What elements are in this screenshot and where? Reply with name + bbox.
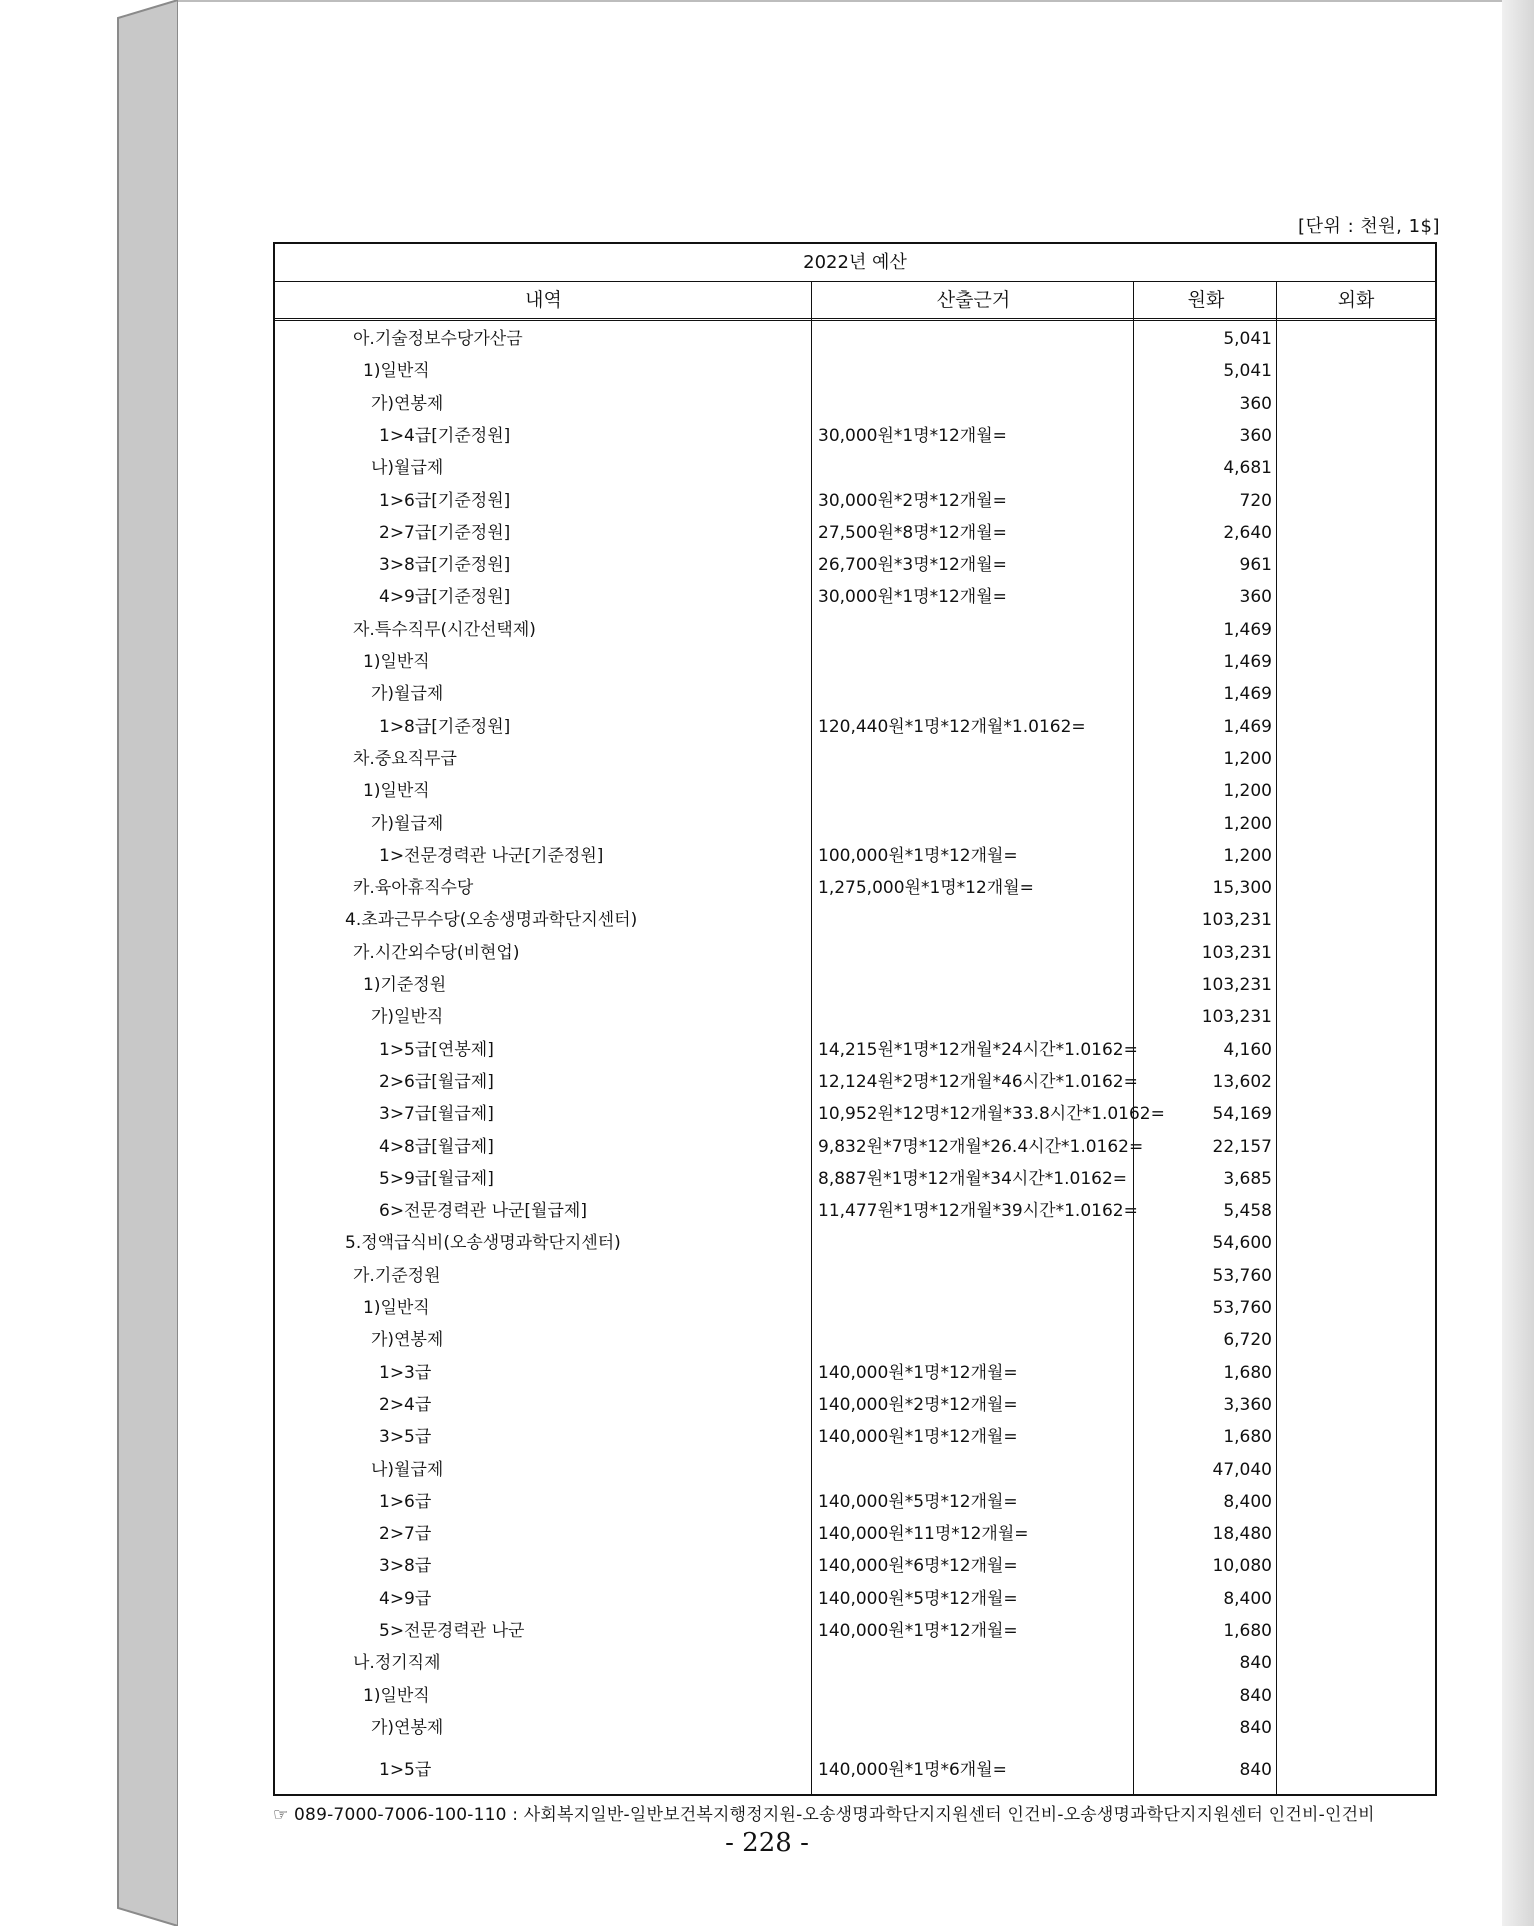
row-krw: 360 bbox=[1239, 425, 1272, 446]
table-row bbox=[275, 1647, 1435, 1679]
row-item: 1)일반직 bbox=[363, 1298, 430, 1318]
table-row bbox=[275, 549, 1435, 581]
row-basis: 120,440원*1명*12개월*1.0162= bbox=[818, 716, 1086, 737]
table-row bbox=[275, 1001, 1435, 1033]
row-krw: 1,200 bbox=[1223, 813, 1272, 834]
row-item: 1>5급 bbox=[379, 1760, 432, 1781]
row-item: 5>전문경력관 나군 bbox=[379, 1621, 525, 1641]
header-basis: 산출근거 bbox=[936, 289, 1011, 311]
row-item: 나.정기직제 bbox=[353, 1653, 441, 1674]
row-item: 3>8급 bbox=[379, 1556, 432, 1577]
row-krw: 961 bbox=[1239, 555, 1272, 576]
row-krw: 1,469 bbox=[1223, 652, 1272, 672]
row-krw: 840 bbox=[1239, 1653, 1272, 1674]
row-item: 자.특수직무(시간선택제) bbox=[353, 619, 536, 640]
row-item: 가.시간외수당(비현업) bbox=[353, 942, 520, 963]
row-krw: 1,680 bbox=[1223, 1362, 1272, 1383]
row-krw: 54,169 bbox=[1212, 1104, 1272, 1125]
table-row bbox=[275, 1421, 1435, 1453]
table-row bbox=[275, 808, 1435, 840]
table-row bbox=[275, 1712, 1435, 1744]
table-row bbox=[275, 775, 1435, 807]
header-krw: 원화 bbox=[1187, 289, 1225, 311]
row-krw: 103,231 bbox=[1201, 942, 1272, 963]
row-basis: 140,000원*1명*6개월= bbox=[818, 1760, 1007, 1781]
table-row bbox=[275, 1680, 1435, 1712]
row-item: 1)일반직 bbox=[363, 361, 430, 382]
table-row bbox=[275, 1066, 1435, 1098]
row-krw: 360 bbox=[1239, 393, 1272, 414]
row-item: 가)연봉제 bbox=[371, 1717, 444, 1738]
row-item: 2>4급 bbox=[379, 1394, 432, 1415]
row-basis: 11,477원*1명*12개월*39시간*1.0162= bbox=[818, 1201, 1138, 1222]
page-number: - 228 - bbox=[725, 1828, 809, 1858]
table-row bbox=[275, 614, 1435, 646]
row-basis: 100,000원*1명*12개월= bbox=[818, 845, 1018, 866]
row-item: 4>9급[기준정원] bbox=[379, 587, 511, 608]
table-row bbox=[275, 1754, 1435, 1786]
table-row bbox=[275, 452, 1435, 484]
row-item: 1)일반직 bbox=[363, 781, 430, 802]
row-krw: 103,231 bbox=[1201, 1007, 1272, 1028]
row-item: 가)일반직 bbox=[371, 1007, 444, 1028]
table-row bbox=[275, 743, 1435, 775]
account-path: ☞ 089-7000-7006-100-110 : 사회복지일반-일반보건복지행정지원-오송생명과학단지지원센터 인건비-오송생명과학단지지원센터 인건비-인건비 bbox=[273, 1805, 1375, 1825]
page-shadow bbox=[1502, 0, 1534, 1926]
row-krw: 8,400 bbox=[1223, 1588, 1272, 1609]
row-item: 1>5급[연봉제] bbox=[379, 1039, 494, 1060]
row-item: 가.기준정원 bbox=[353, 1265, 441, 1286]
row-item: 4>8급[월급제] bbox=[379, 1136, 494, 1157]
table-row bbox=[275, 1518, 1435, 1550]
table-row bbox=[275, 355, 1435, 387]
row-basis: 9,832원*7명*12개월*26.4시간*1.0162= bbox=[818, 1136, 1144, 1157]
row-item: 5>9급[월급제] bbox=[379, 1168, 494, 1189]
row-item: 4.초과근무수당(오송생명과학단지센터) bbox=[345, 910, 638, 931]
row-krw: 15,300 bbox=[1212, 878, 1272, 899]
row-item: 1>6급 bbox=[379, 1491, 432, 1512]
row-item: 차.중요직무급 bbox=[353, 748, 457, 769]
row-krw: 103,231 bbox=[1201, 910, 1272, 931]
row-basis: 140,000원*6명*12개월= bbox=[818, 1556, 1018, 1577]
table-row bbox=[275, 388, 1435, 420]
row-item: 가)연봉제 bbox=[371, 393, 444, 414]
table-row bbox=[275, 1292, 1435, 1324]
table-row bbox=[275, 1550, 1435, 1582]
row-basis: 140,000원*1명*12개월= bbox=[818, 1362, 1018, 1383]
row-krw: 720 bbox=[1239, 490, 1272, 511]
row-krw: 5,041 bbox=[1223, 361, 1272, 382]
row-krw: 47,040 bbox=[1212, 1459, 1272, 1480]
book-spine bbox=[0, 0, 180, 1926]
table-row bbox=[275, 1034, 1435, 1066]
row-item: 1)기준정원 bbox=[363, 975, 447, 995]
row-item: 2>7급 bbox=[379, 1524, 432, 1545]
row-basis: 1,275,000원*1명*12개월= bbox=[818, 878, 1034, 899]
table-row bbox=[275, 904, 1435, 936]
row-basis: 30,000원*1명*12개월= bbox=[818, 587, 1007, 608]
row-basis: 140,000원*1명*12개월= bbox=[818, 1621, 1018, 1641]
row-krw: 6,720 bbox=[1223, 1330, 1272, 1351]
row-item: 2>6급[월급제] bbox=[379, 1071, 494, 1092]
table-row bbox=[275, 1357, 1435, 1389]
table-row bbox=[275, 840, 1435, 872]
row-krw: 4,160 bbox=[1223, 1039, 1272, 1060]
row-basis: 140,000원*1명*12개월= bbox=[818, 1427, 1018, 1448]
table-row bbox=[275, 1389, 1435, 1421]
table-title: 2022년 예산 bbox=[275, 244, 1435, 282]
row-basis: 12,124원*2명*12개월*46시간*1.0162= bbox=[818, 1071, 1138, 1092]
row-krw: 360 bbox=[1239, 587, 1272, 608]
table-row bbox=[275, 1098, 1435, 1130]
row-item: 1)일반직 bbox=[363, 652, 430, 672]
row-item: 1>전문경력관 나군[기준정원] bbox=[379, 845, 604, 866]
row-krw: 54,600 bbox=[1212, 1233, 1272, 1254]
row-krw: 8,400 bbox=[1223, 1491, 1272, 1512]
row-item: 카.육아휴직수당 bbox=[353, 878, 474, 899]
table-row bbox=[275, 323, 1435, 355]
row-item: 가)월급제 bbox=[371, 684, 444, 705]
row-krw: 840 bbox=[1239, 1760, 1272, 1781]
table-row bbox=[275, 1486, 1435, 1518]
table-row bbox=[275, 1195, 1435, 1227]
row-item: 3>7급[월급제] bbox=[379, 1104, 494, 1125]
row-item: 5.정액급식비(오송생명과학단지센터) bbox=[345, 1233, 621, 1254]
table-row bbox=[275, 678, 1435, 710]
row-krw: 5,041 bbox=[1223, 329, 1272, 349]
row-krw: 4,681 bbox=[1223, 458, 1272, 479]
row-item: 나)월급제 bbox=[371, 458, 444, 479]
row-basis: 140,000원*5명*12개월= bbox=[818, 1491, 1018, 1512]
row-item: 1>3급 bbox=[379, 1362, 432, 1383]
row-item: 아.기술정보수당가산금 bbox=[353, 329, 523, 349]
row-krw: 1,469 bbox=[1223, 716, 1272, 737]
row-item: 2>7급[기준정원] bbox=[379, 522, 511, 543]
row-basis: 8,887원*1명*12개월*34시간*1.0162= bbox=[818, 1168, 1128, 1189]
row-krw: 3,360 bbox=[1223, 1394, 1272, 1415]
row-krw: 1,680 bbox=[1223, 1621, 1272, 1641]
row-krw: 840 bbox=[1239, 1717, 1272, 1738]
table-row bbox=[275, 646, 1435, 678]
row-krw: 840 bbox=[1239, 1685, 1272, 1706]
table-row bbox=[275, 1454, 1435, 1486]
row-basis: 140,000원*5명*12개월= bbox=[818, 1588, 1018, 1609]
row-krw: 1,200 bbox=[1223, 748, 1272, 769]
row-krw: 53,760 bbox=[1212, 1298, 1272, 1318]
table-row bbox=[275, 937, 1435, 969]
row-krw: 10,080 bbox=[1212, 1556, 1272, 1577]
table-row bbox=[275, 1163, 1435, 1195]
row-item: 1>6급[기준정원] bbox=[379, 490, 511, 511]
row-item: 1>8급[기준정원] bbox=[379, 716, 511, 737]
table-row bbox=[275, 1583, 1435, 1615]
table-row bbox=[275, 969, 1435, 1001]
row-item: 6>전문경력관 나군[월급제] bbox=[379, 1201, 587, 1222]
table-row bbox=[275, 1227, 1435, 1259]
row-basis: 27,500원*8명*12개월= bbox=[818, 522, 1007, 543]
row-basis: 10,952원*12명*12개월*33.8시간*1.0162= bbox=[818, 1104, 1165, 1125]
table-row bbox=[275, 1131, 1435, 1163]
row-krw: 53,760 bbox=[1212, 1265, 1272, 1286]
row-krw: 1,469 bbox=[1223, 619, 1272, 640]
table-row bbox=[275, 1260, 1435, 1292]
table-row bbox=[275, 517, 1435, 549]
row-item: 1>4급[기준정원] bbox=[379, 425, 511, 446]
row-basis: 30,000원*1명*12개월= bbox=[818, 425, 1007, 446]
table-header-row bbox=[275, 282, 1435, 321]
row-item: 나)월급제 bbox=[371, 1459, 444, 1480]
table-row bbox=[275, 1324, 1435, 1356]
row-krw: 3,685 bbox=[1223, 1168, 1272, 1189]
row-krw: 13,602 bbox=[1212, 1071, 1272, 1092]
row-item: 1)일반직 bbox=[363, 1685, 430, 1706]
row-krw: 1,200 bbox=[1223, 781, 1272, 802]
table-row bbox=[275, 872, 1435, 904]
table-row bbox=[275, 485, 1435, 517]
table-row bbox=[275, 711, 1435, 743]
row-krw: 5,458 bbox=[1223, 1201, 1272, 1222]
row-krw: 18,480 bbox=[1212, 1524, 1272, 1545]
unit-note: [단위 : 천원, 1$] bbox=[1298, 216, 1440, 237]
row-basis: 26,700원*3명*12개월= bbox=[818, 555, 1007, 576]
budget-table bbox=[273, 242, 1437, 1796]
table-row bbox=[275, 1615, 1435, 1647]
row-krw: 103,231 bbox=[1201, 975, 1272, 995]
header-item: 내역 bbox=[525, 289, 562, 311]
table-row bbox=[275, 581, 1435, 613]
row-basis: 30,000원*2명*12개월= bbox=[818, 490, 1007, 511]
row-item: 3>8급[기준정원] bbox=[379, 555, 511, 576]
row-krw: 1,680 bbox=[1223, 1427, 1272, 1448]
header-foreign: 외화 bbox=[1337, 289, 1375, 311]
row-basis: 140,000원*11명*12개월= bbox=[818, 1524, 1029, 1545]
row-krw: 1,200 bbox=[1223, 845, 1272, 866]
row-krw: 22,157 bbox=[1212, 1136, 1272, 1157]
row-basis: 140,000원*2명*12개월= bbox=[818, 1394, 1018, 1415]
row-krw: 2,640 bbox=[1223, 522, 1272, 543]
row-item: 4>9급 bbox=[379, 1588, 432, 1609]
row-basis: 14,215원*1명*12개월*24시간*1.0162= bbox=[818, 1039, 1138, 1060]
row-krw: 1,469 bbox=[1223, 684, 1272, 705]
table-row bbox=[275, 420, 1435, 452]
row-item: 가)월급제 bbox=[371, 813, 444, 834]
row-item: 3>5급 bbox=[379, 1427, 432, 1448]
row-item: 가)연봉제 bbox=[371, 1330, 444, 1351]
